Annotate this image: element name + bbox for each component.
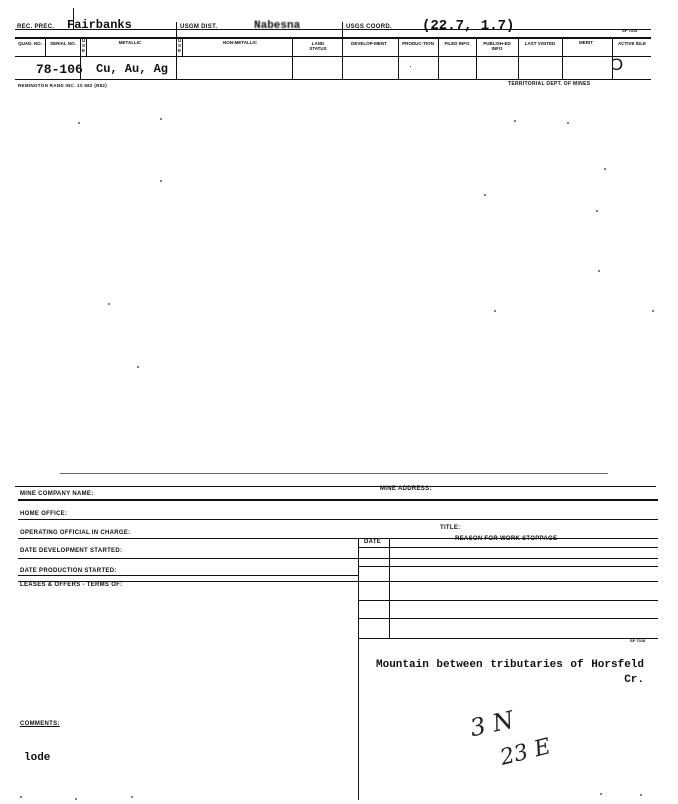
handwritten-township: 3 N <box>467 705 517 743</box>
department: TERRITORIAL DEPT. OF MINES <box>508 81 591 87</box>
form-code-2: SP 7018 <box>630 638 646 643</box>
handwritten-range: 23 E <box>497 734 554 771</box>
title-label: TITLE: <box>440 525 461 531</box>
col-merit: MERIT <box>579 40 593 45</box>
col-metallic: METALLIC <box>118 40 142 45</box>
usgs-dist-value: Nabesna <box>254 20 301 32</box>
row-metallic: Cu, Au, Ag <box>96 62 169 76</box>
rec-prec-value: Fairbanks <box>67 18 132 32</box>
col-serial-no: SERIAL NO. <box>50 41 76 46</box>
operating-official-label: OPERATING OFFICIAL IN CHARGE: <box>20 530 131 536</box>
mine-company-name-label: MINE COMPANY NAME: <box>20 491 94 497</box>
col-active-idle: ACTIVE IDLE <box>617 41 646 46</box>
date-col-label: DATE <box>364 539 382 545</box>
comments-label: COMMENTS: <box>20 721 60 727</box>
home-office-label: HOME OFFICE: <box>20 511 68 517</box>
date-development-label: DATE DEVELOPMENT STARTED: <box>20 548 123 554</box>
col-last-visited: LAST VISITED <box>524 41 556 46</box>
row-quad-serial: 78-106 <box>36 62 83 77</box>
usgs-coord-label: USGS COORD. <box>346 24 392 30</box>
leases-offers-label: LEASES & OFFERS - TERMS OF: <box>20 582 123 588</box>
printer-info: REMINGTON RAND INC. 10 682 (R82) <box>18 83 108 88</box>
col-development: DEVELOP-MENT <box>351 41 387 46</box>
col-filed-info: FILED INFO <box>444 41 470 46</box>
mine-address-label: MINE ADDRESS: <box>380 486 432 492</box>
usgs-coord-value: (22.7, 1.7) <box>422 18 515 34</box>
col-published-info: PUBLISH-ED INFO <box>483 41 511 51</box>
rec-prec-label: REC. PREC. <box>17 24 55 30</box>
col-use-1: U S E <box>81 38 86 53</box>
col-production: PRODUC-TION <box>402 41 434 46</box>
col-use-2: U S E <box>177 38 182 53</box>
col-non-metallic: NON-METALLIC <box>223 40 257 45</box>
reason-col-label: REASON FOR WORK STOPPAGE <box>455 536 558 542</box>
comments-value: lode <box>24 752 51 764</box>
col-quad-no: QUAD. NO. <box>18 41 42 46</box>
date-production-label: DATE PRODUCTION STARTED: <box>20 568 117 574</box>
form-code: SP 7014 <box>622 28 638 33</box>
active-idle-mark: Ↄ <box>612 55 624 74</box>
location-note: Mountain between tributaries of Horsfeld Cr. <box>376 659 644 686</box>
usgs-dist-label: USGM DIST. <box>180 24 218 30</box>
col-land-status: LAND STATUS <box>309 41 327 51</box>
production-dot: · <box>409 62 412 71</box>
